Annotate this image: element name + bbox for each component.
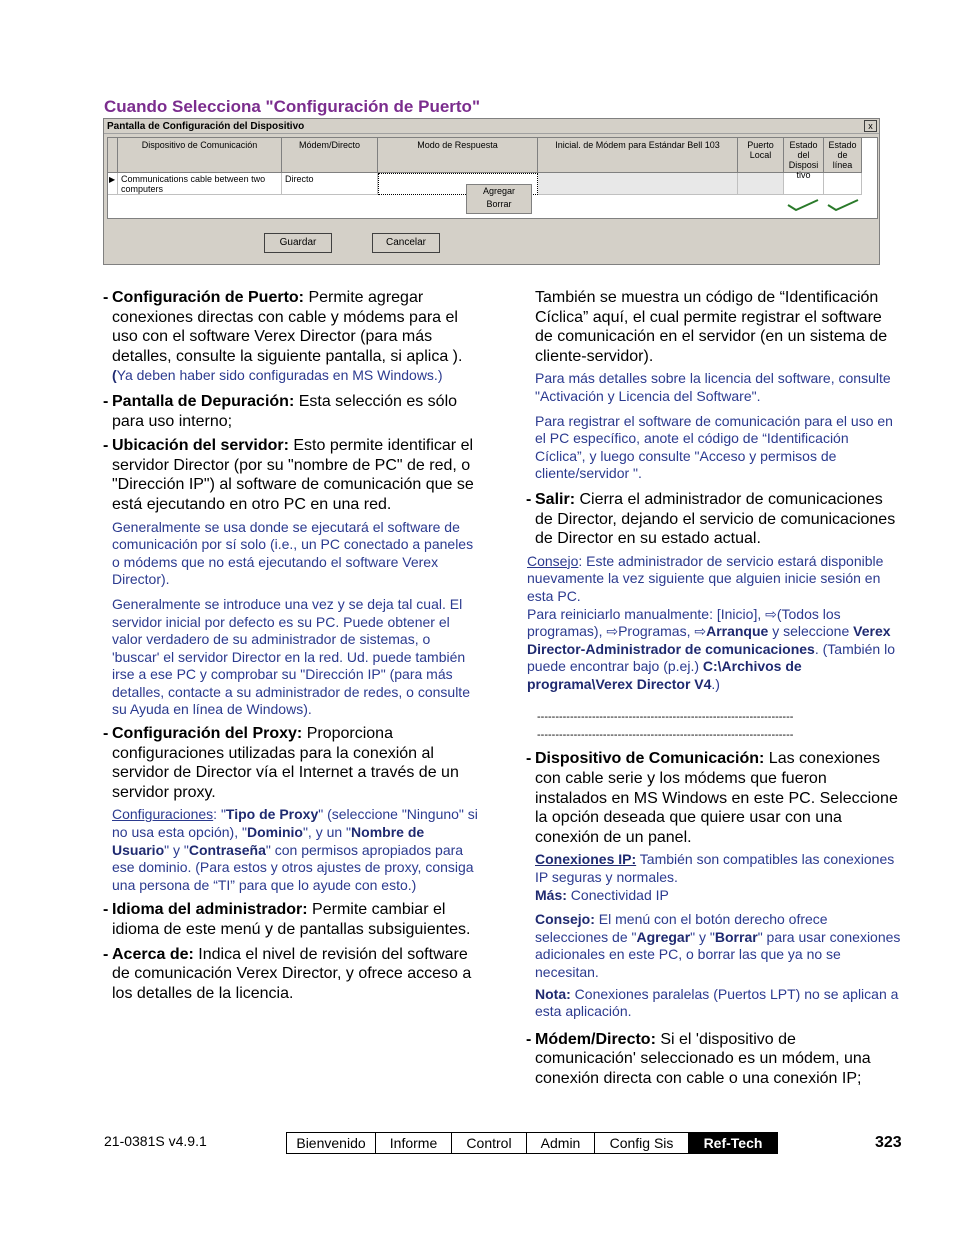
tip-lead: Consejo (527, 552, 579, 569)
item-debug-screen: - Pantalla de Depuración: Esta selección es sólo para uso interno; (103, 392, 458, 430)
arrow-icon: ⇨ (694, 623, 707, 640)
comm-device-text: Las conexiones con cable serie y los módems que fueron instalados en MS Windows en este PC. Seleccione la opción deseada que quiere usar con una conexión de un panel. (535, 750, 898, 846)
proxy-password-term: Contraseña (188, 841, 266, 858)
left-column (104, 288, 478, 1003)
footer-nav (286, 1132, 778, 1154)
nav-tab-ref-tech[interactable]: Ref-Tech (689, 1133, 777, 1153)
server-label: Ubicación del servidor: (112, 437, 289, 455)
language-text: Permite cambiar el idioma de este menú y de pantallas subsiguientes. (112, 901, 471, 938)
col-header-bell103[interactable]: Inicial. de Módem para Estándar Bell 103 (538, 138, 738, 173)
item-exit: - Salir: Cierra el administrador de comunicaciones de Director, dejando el servicio de comunicaciones de Director en su estado actual. (526, 490, 896, 548)
page-number: 323 (875, 1134, 902, 1151)
close-icon[interactable]: x (864, 120, 877, 132)
tip2-text: " para usar conexiones adicionales en este PC, o borrar las que ya no se necesitan. (535, 928, 901, 980)
item-comm-device: - Dispositivo de Comunicación: Las conexiones con cable serie y los módems que fueron instalados en MS Windows en este PC. Seleccione la opción deseada que quiere usar con una conexión de un panel. (526, 750, 898, 846)
restart-tip (527, 553, 901, 694)
row-header-corner (108, 138, 118, 173)
tip2-add-term: Agregar (636, 928, 691, 945)
nav-tab-informe[interactable]: Informe (376, 1133, 452, 1153)
document-id: 21-0381S v4.9.1 (104, 1133, 207, 1149)
language-label: Idioma del administrador: (112, 901, 308, 919)
port-note-paren: ( (112, 367, 117, 384)
note-label: Nota: (535, 985, 571, 1002)
cyclic-note-1: Para más detalles sobre la licencia del software, consulte "Activación y Licencia del Software". (535, 370, 891, 404)
more-text: Conectividad IP (566, 886, 669, 903)
separator-line: ---------------------------------------------------------------------- (537, 711, 794, 724)
cancel-button[interactable]: Cancelar (372, 233, 440, 253)
tip-text: .) (711, 675, 720, 692)
about-label: Acerca de: (112, 945, 194, 963)
proxy-note-part: " (seleccione "Ninguno" si no usa esta opción), " (112, 806, 478, 841)
proxy-note-part: " y " (164, 841, 189, 858)
device-config-dialog (103, 118, 880, 265)
cell-bell103[interactable] (538, 173, 738, 195)
exit-label: Salir: (535, 490, 576, 508)
col-header-answer-mode[interactable]: Modo de Respuesta (378, 138, 538, 173)
right-click-tip (535, 911, 901, 981)
modem-label: Módem/Directo: (535, 1030, 656, 1048)
tip2-label: Consejo: (535, 911, 595, 928)
nav-tab-admin[interactable]: Admin (527, 1133, 595, 1153)
debug-label: Pantalla de Depuración: (112, 392, 295, 410)
modem-text: Si el 'dispositivo de comunicación' seleccionado es un módem, una conexión directa con cable o una conexión IP; (535, 1030, 871, 1087)
proxy-domain-term: Dominio (246, 824, 303, 841)
arrow-icon: ⇨ (606, 623, 619, 640)
port-config-text: Permite agregar conexiones directas con cable y módems para el uso con el software Verex Director (para más detalles, consulte la siguiente pantalla, si aplica ). (112, 289, 463, 365)
proxy-note-part: ", y un " (302, 824, 352, 841)
about-text: Indica el nivel de revisión del software de comunicación Verex Director, y ofrece acceso a los detalles de la licencia. (112, 945, 472, 1002)
cyclic-note-2: Para registrar el software de comunicación para el uso en el PC específico, anote el código de “Identificación Cíclica”, y luego consulte "Acceso y permisos de cliente/servidor ". (535, 412, 893, 482)
device-grid (107, 137, 878, 219)
server-text: Esto permite identificar el servidor Director (por su "nombre de PC" de red, o "Dirección IP") al software de comunicación que se está ejecutando en otro PC en una red. (112, 437, 474, 513)
tip-text: Programas, (618, 623, 695, 640)
proxy-note-part: " con permisos apropiados para ese dominio. (Para estos y otros ajustes de proxy, consiga una persona de “TI” para que lo ayude con esto.) (112, 841, 474, 893)
item-about: - Acerca de: Indica el nivel de revisión del software de comunicación Verex Director, y ofrece acceso a los detalles de la licencia. (103, 945, 472, 1002)
cell-line-status (824, 173, 862, 195)
cell-device-status (784, 173, 824, 195)
tip2-delete-term: Borrar (714, 928, 758, 945)
section-heading: Cuando Selecciona "Configuración de Puerto" (104, 97, 481, 116)
cell-device[interactable]: Communications cable between two computers (118, 173, 282, 195)
note-text: Conexiones paralelas (Puertos LPT) no se aplican a esta aplicación. (535, 985, 899, 1020)
proxy-type-term: Tipo de Proxy (225, 806, 319, 823)
arrow-icon: ⇨ (765, 605, 777, 622)
tip-text: : Este administrador de servicio estará disponible nuevamente la vez siguiente que alguien inicie sesión en esta PC. (527, 552, 884, 604)
separator-line: ---------------------------------------------------------------------- (537, 729, 794, 742)
proxy-label: Configuración del Proxy: (112, 725, 303, 743)
exit-text: Cierra el administrador de comunicaciones de Director, dejando el servicio de comunicaciones de Director en su estado actual. (535, 490, 896, 548)
nav-tab-config-sis[interactable]: Config Sis (595, 1133, 689, 1153)
tip2-text: " y " (690, 928, 715, 945)
debug-text: Esta selección es sólo para uso interno; (112, 392, 458, 430)
row-marker-icon: ▶ (108, 173, 118, 195)
cell-local-port[interactable] (738, 173, 784, 195)
device-status-check-icon (786, 198, 820, 212)
proxy-note-lead: Configuraciones (112, 806, 214, 823)
nav-tab-control[interactable]: Control (452, 1133, 527, 1153)
item-server-location: - Ubicación del servidor: Esto permite identificar el servidor Director (por su "nombre de PC" de red, o "Dirección IP") al software de comunicación que se está ejecutando en otro PC en una red. (103, 437, 474, 513)
comm-device-label: Dispositivo de Comunicación: (535, 750, 765, 768)
tip-text: (Todos los programas), (527, 605, 841, 640)
tip-path-term: C:\Archivos de programa\Verex Director V4 (527, 658, 802, 692)
proxy-note-part: : " (213, 806, 226, 823)
item-language: - Idioma del administrador: Permite cambiar el idioma de este menú y de pantallas subsiguientes. (103, 901, 471, 938)
server-note-1: Generalmente se usa donde se ejecutará el software de comunicación por sí solo (i.e., un PC conectado a paneles o módems que no está ejecutando el software Verex Director). (112, 518, 474, 588)
ip-note (535, 851, 901, 904)
save-button[interactable]: Guardar (264, 233, 332, 253)
port-config-note (112, 367, 478, 385)
col-header-line-status[interactable]: Estado de línea (824, 138, 862, 173)
ip-label: Conexiones IP: (535, 851, 637, 868)
col-header-modem[interactable]: Módem/Directo (282, 138, 378, 173)
item-port-config: - Configuración de Puerto: Permite agregar conexiones directas con cable y módems para el uso con el software Verex Director (para más detalles, consulte la siguiente pantalla, si aplica ). (103, 289, 463, 365)
nav-tab-bienvenido[interactable]: Bienvenido (287, 1133, 376, 1153)
col-header-device-status[interactable]: Estado del Disposi tivo (784, 138, 824, 173)
col-header-device[interactable]: Dispositivo de Comunicación (118, 138, 282, 173)
context-menu-add[interactable]: Agregar (482, 186, 516, 196)
ip-text: También son compatibles las conexiones IP seguras y normales. (535, 851, 895, 886)
dialog-title: Pantalla de Configuración del Dispositivo (104, 119, 879, 134)
line-status-check-icon (826, 198, 860, 212)
tip-text: Para reiniciarlo manualmente: [Inicio], (527, 605, 766, 622)
cyclic-id-text: También se muestra un código de “Identificación Cíclica” aquí, el cual permite registrar el software de comunicación en el servidor (en un sistema de cliente-servidor). (535, 289, 888, 365)
lpt-note (535, 986, 901, 1021)
item-proxy-config: - Configuración del Proxy: Proporciona configuraciones utilizadas para la conexión al servidor de Director vía el Internet a través de un servidor proxy. (103, 725, 459, 801)
tip-text: . (También lo puede encontrar bajo (p.ej.) (527, 640, 895, 675)
proxy-note (112, 806, 478, 894)
more-label: Más: (535, 886, 567, 903)
separator (537, 708, 891, 744)
server-note-2: Generalmente se introduce una vez y se deja tal cual. El servidor inicial por defecto es su PC. Puede obtener el valor verdadero de su administrador de sistemas, o 'buscar' el servidor Director en la red. Ud. puede también irse a ese PC y comprobar su "Dirección IP" (para más detalles, contacte a su administrador de redes, o consulte su Ayuda en línea de Windows). (112, 595, 470, 718)
tip-app-term: Verex Director-Administrador de comunicaciones (527, 623, 891, 657)
port-note-text: Ya deben haber sido configuradas en MS Windows.) (116, 367, 443, 384)
tip-text: y seleccione (768, 623, 854, 640)
tip-startup-term: Arranque (706, 623, 769, 640)
context-menu-delete[interactable]: Borrar (486, 199, 512, 209)
tip2-text: El menú con el botón derecho ofrece selecciones de " (535, 911, 828, 945)
right-column (527, 288, 901, 1089)
context-menu (466, 184, 532, 214)
port-config-label: Configuración de Puerto: (112, 289, 304, 306)
col-header-local-port[interactable]: Puerto Local (738, 138, 784, 173)
cell-modem-direct[interactable]: Directo (282, 173, 378, 195)
proxy-username-term: Nombre de Usuario (112, 824, 425, 858)
proxy-text: Proporciona configuraciones utilizadas para la conexión al servidor de Director vía el Internet a través de un servidor proxy. (112, 725, 459, 801)
item-modem-direct: - Módem/Directo: Si el 'dispositivo de comunicación' seleccionado es un módem, una conexión directa con cable o una conexión IP; (526, 1030, 871, 1087)
